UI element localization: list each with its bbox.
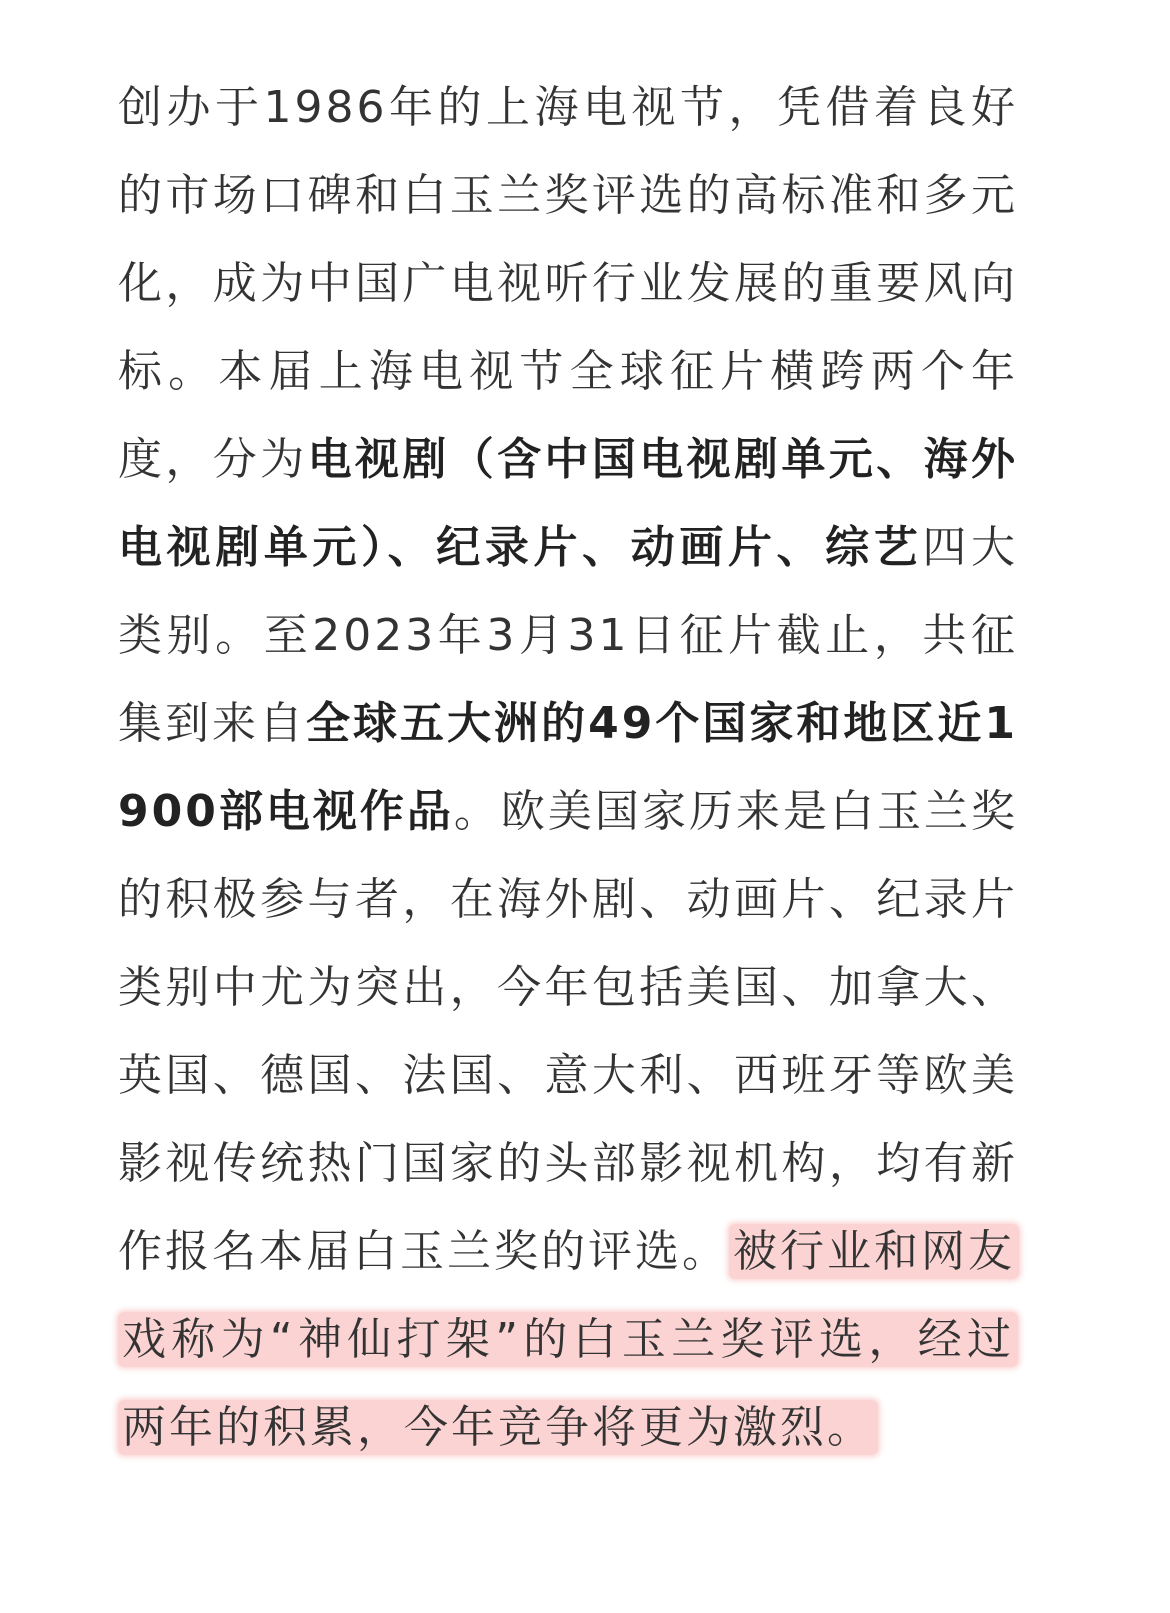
text-segment-europe: 。欧美国家历来是白玉兰奖的积极参与者，在海外剧、动画片、纪录片类别中尤为突出，今年包括美国、加拿大、英国、德国、法国、意大利、西班牙等欧美影视传统热门国家的头部影视机构，均有新作报名本届白玉兰奖的评选。: [118, 786, 1018, 1277]
article-paragraph: [118, 64, 1018, 1472]
bold-categories: 电视剧（含中国电视剧单元、海外电视剧单元）、纪录片、动画片、综艺: [118, 434, 1019, 573]
bold-submission-stats: 全球五大洲的49个国家和地区近1900部电视作品: [118, 698, 1018, 837]
article-body: [118, 64, 1018, 1472]
highlighted-sentence: 被行业和网友戏称为“神仙打架”的白玉兰奖评选，经过两年的积累，今年竞争将更为激烈。: [118, 1224, 1019, 1455]
text-segment-categories-tail: 四大类别。至2023年3月31日征片截止，共征集到来自: [118, 522, 1019, 749]
text-segment-intro: 创办于1986年的上海电视节，凭借着良好的市场口碑和白玉兰奖评选的高标准和多元化，成为中国广电视听行业发展的重要风向标。本届上海电视节全球征片横跨两个年度，分为: [118, 82, 1018, 485]
